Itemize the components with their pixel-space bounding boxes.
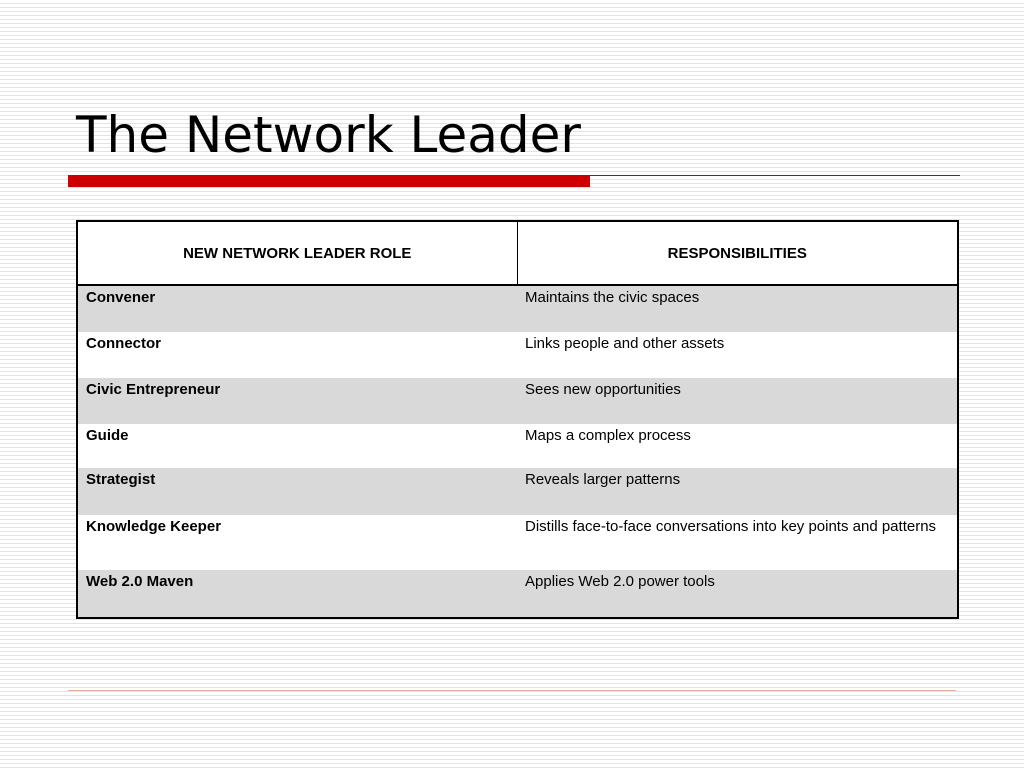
role-cell: Guide [77, 424, 517, 468]
roles-table [76, 220, 959, 619]
role-cell: Knowledge Keeper [77, 515, 517, 570]
table-row [77, 332, 958, 378]
responsibility-cell: Maintains the civic spaces [517, 285, 958, 332]
footer-rule [68, 690, 956, 691]
responsibility-cell: Reveals larger patterns [517, 468, 958, 515]
role-cell: Convener [77, 285, 517, 332]
responsibility-cell: Maps a complex process [517, 424, 958, 468]
table-row [77, 515, 958, 570]
responsibility-cell: Distills face-to-face conversations into key points and patterns [517, 515, 958, 570]
table-row [77, 468, 958, 515]
responsibility-cell: Links people and other assets [517, 332, 958, 378]
header-role: NEW NETWORK LEADER ROLE [77, 221, 517, 285]
title-underline-thick [68, 175, 590, 187]
role-cell: Web 2.0 Maven [77, 570, 517, 618]
table-row [77, 570, 958, 618]
slide-title: The Network Leader [76, 106, 581, 164]
responsibility-cell: Sees new opportunities [517, 378, 958, 424]
table-row [77, 285, 958, 332]
table-row [77, 424, 958, 468]
role-cell: Strategist [77, 468, 517, 515]
role-cell: Civic Entrepreneur [77, 378, 517, 424]
table-row [77, 378, 958, 424]
responsibility-cell: Applies Web 2.0 power tools [517, 570, 958, 618]
title-underline-thin [590, 175, 960, 176]
table-header-row [77, 221, 958, 285]
role-cell: Connector [77, 332, 517, 378]
header-responsibilities: RESPONSIBILITIES [517, 221, 958, 285]
